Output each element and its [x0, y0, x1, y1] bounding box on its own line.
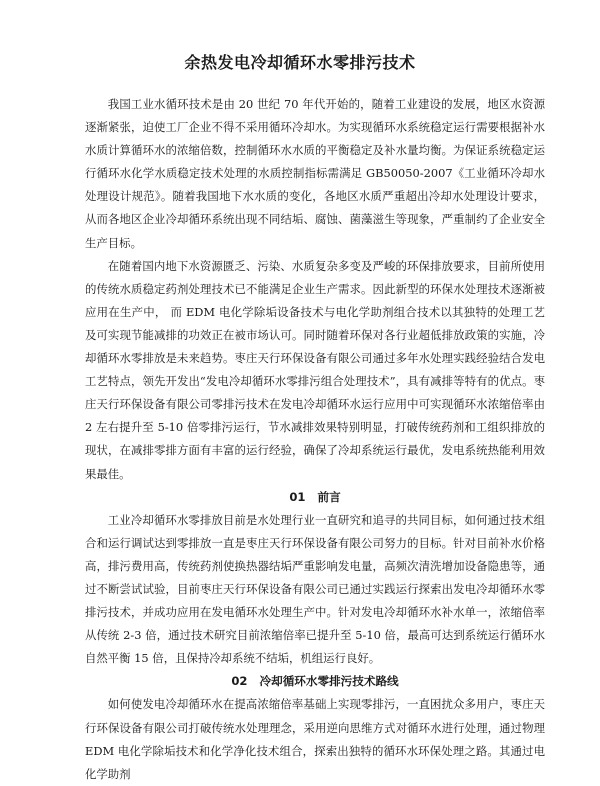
- document-body: [85, 93, 545, 786]
- intro-paragraph-1: 我国工业水循环技术是由 20 世纪 70 年代开始的，随着工业建设的发展，地区水资源逐渐紧张，迫使工厂企业不得不采用循环冷却水。为实现循环水系统稳定运行需要根据补水水质计算循环水的浓缩倍数，控制循环水水质的平衡稳定及补水量均衡。为保证系统稳定运行循环水化学水质稳定技术处理的水质控制指标需满足 GB50050-2007《工业循环冷却水处理设计规范》。随着我国地下水水质的变化，各地区水质严重超出冷却水处理设计要求，从而各地区企业冷却循环系统出现不同结垢、腐蚀、菌藻滋生等现象，严重制约了企业安全生产目标。: [85, 97, 545, 250]
- technical-route-paragraph: 如何使发电冷却循环水在提高浓缩倍率基础上实现零排污，一直困扰众多用户，枣庄天行环保设备有限公司打破传统水处理理念，采用逆向思维方式对循环水进行处理，通过物理 EDM 电化学除垢技术和化学净化技术组合，探索出独特的循环水环保处理之路。其通过电化学助剂: [85, 697, 545, 781]
- section-heading-preface: [85, 486, 545, 509]
- section-title: 冷却循环水零排污技术路线: [259, 674, 399, 689]
- section-number: 02: [231, 674, 248, 689]
- intro-paragraph-2: 在随着国内地下水资源匮乏、污染、水质复杂多变及严峻的环保排放要求，目前所使用的传统水质稳定药剂处理技术已不能满足企业生产需求。因此新型的环保水处理技术逐渐被应用在生产中， 而 EDM 电化学除垢设备技术与电化学助剂组合技术以其独特的处理工艺及可实现节能减排的功效正在被市场认可。同时随着环保对各行业超低排放政策的实施，冷却循环水零排放是未来趋势。枣庄天行环保设备有限公司通过多年水处理实践经验结合发电工艺特点，领先开发出“发电冷却循环水零排污组合处理技术”，具有减排等特有的优点。枣庄天行环保设备有限公司零排污技术在发电冷却循环水运行应用中可实现循环水浓缩倍率由 2 左右提升至 5-10 倍零排污运行，节水减排效果特别明显，打破传统药剂和工组织排放的现状，在减排零排方面有丰富的运行经验，确保了冷却系统运行最优，发电系统热能利用效果最佳。: [85, 258, 545, 481]
- section-number: 01: [289, 489, 306, 504]
- document-title: 余热发电冷却循环水零排污技术: [184, 53, 416, 72]
- preface-paragraph: 工业冷却循环水零排放目前是水处理行业一直研究和追寻的共同目标，如何通过技术组合和运行调试达到零排放一直是枣庄天行环保设备有限公司努力的目标。针对目前补水价格高，排污费用高，传统药剂使换热器结垢严重影响发电量，高频次清洗增加设备隐患等，通过不断尝试试验，目前枣庄天行环保设备有限公司已通过实践运行探索出发电冷却循环水零排污技术，并成功应用在发电循环水处理生产中。针对发电冷却循环水补水单一，浓缩倍率从传统 2-3 倍，通过技术研究目前浓缩倍率已提升至 5-10 倍，最高可达到系统运行循环水自然平衡 15 倍，且保持冷却系统不结垢，机组运行良好。: [85, 512, 545, 666]
- section-heading-technical-route: [85, 670, 545, 693]
- section-title: 前言: [317, 489, 341, 504]
